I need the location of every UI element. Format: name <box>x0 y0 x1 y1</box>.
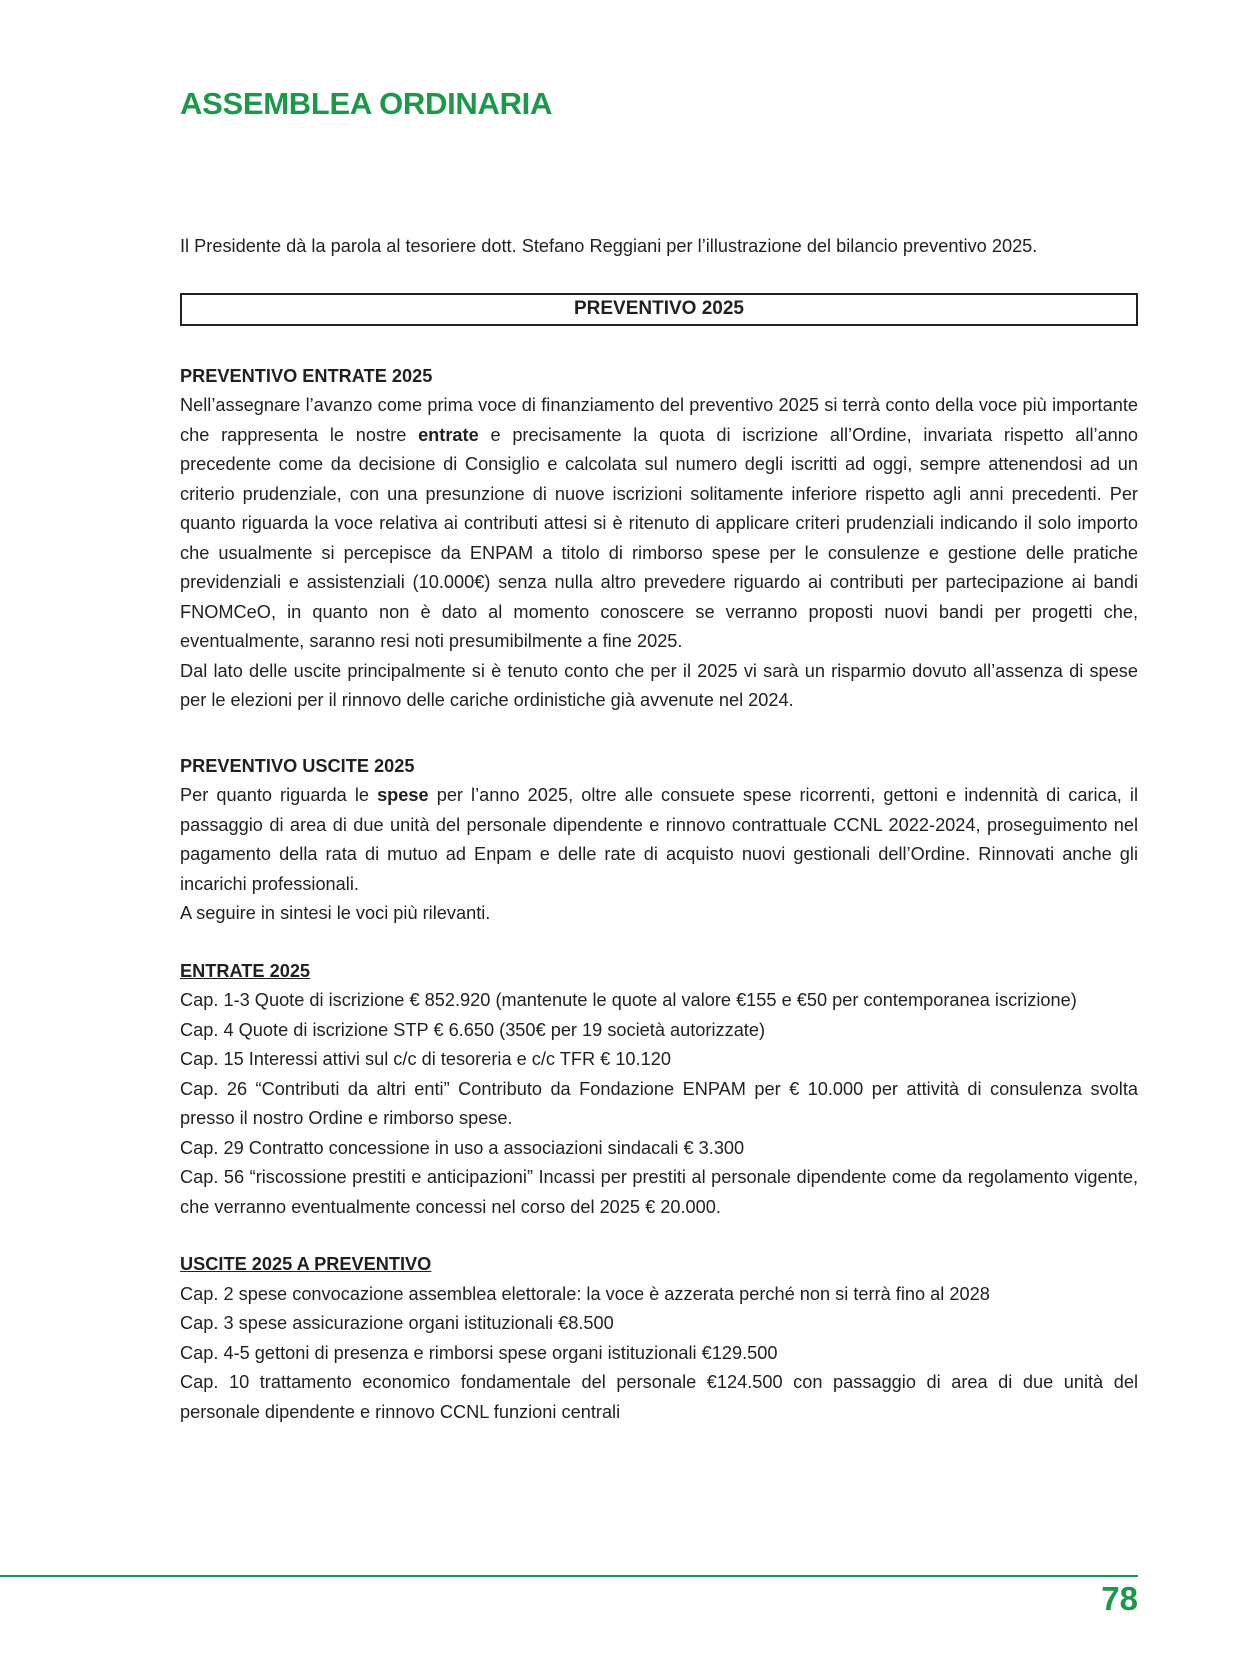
uscite-text-a: Per quanto riguarda le <box>180 785 378 805</box>
list-item: Cap. 26 “Contributi da altri enti” Contributo da Fondazione ENPAM per € 10.000 per attività di consulenza svolta presso il nostro Ordine e rimborso spese. <box>180 1078 1138 1128</box>
list-item: Cap. 2 spese convocazione assemblea elettorale: la voce è azzerata perché non si terrà fino al 2028 <box>180 1283 990 1304</box>
list-item: Cap. 4 Quote di iscrizione STP € 6.650 (350€ per 19 società autorizzate) <box>180 1019 766 1040</box>
uscite-list-heading: USCITE 2025 A PREVENTIVO <box>180 1254 432 1274</box>
entrate-list-section <box>180 957 1138 1223</box>
summary-intro: A seguire in sintesi le voci più rilevanti. <box>180 903 491 923</box>
page-title: ASSEMBLEA ORDINARIA <box>180 86 553 121</box>
uscite-heading: PREVENTIVO USCITE 2025 <box>180 755 415 776</box>
uscite-text-b: per l’anno 2025, oltre alle consuete spese ricorrenti, gettoni e indennità di carica, il passaggio di area di due unità del personale dipendente e rinnovo contrattuale CCNL 2022-2024, proseguimento nel pagamento della rata di mutuo ad Enpam e delle rate di acquisto nuovi gestionali dell’Ordine. Rinnovati anche gli incarichi professionali. <box>180 785 1138 894</box>
entrate-heading: PREVENTIVO ENTRATE 2025 <box>180 365 433 386</box>
uscite-note-paragraph: Dal lato delle uscite principalmente si è tenuto conto che per il 2025 vi sarà un risparmio dovuto all’assenza di spese per le elezioni per il rinnovo delle cariche ordinistiche già avvenute nel 2024. <box>180 660 1138 710</box>
intro-paragraph: Il Presidente dà la parola al tesoriere dott. Stefano Reggiani per l’illustrazione del bilancio preventivo 2025. <box>180 236 1038 256</box>
footer-divider <box>0 1575 1138 1577</box>
list-item: Cap. 15 Interessi attivi sul c/c di tesoreria e c/c TFR € 10.120 <box>180 1049 671 1069</box>
preventivo-box-title: PREVENTIVO 2025 <box>180 293 1138 326</box>
list-item: Cap. 29 Contratto concessione in uso a associazioni sindacali € 3.300 <box>180 1137 745 1158</box>
document-body <box>180 232 1138 1427</box>
uscite-bold-word: spese <box>377 785 429 805</box>
uscite-paragraph <box>180 781 1138 899</box>
page-number: 78 <box>1101 1580 1138 1617</box>
list-item: Cap. 3 spese assicurazione organi istituzionali €8.500 <box>180 1313 614 1333</box>
uscite-section <box>180 752 1138 900</box>
entrate-text-a: Nell’assegnare l’avanzo come prima voce di finanziamento del preventivo 2025 si terrà conto della voce più importante che rappresenta le nostre <box>180 395 1138 445</box>
entrate-list-heading: ENTRATE 2025 <box>180 960 311 981</box>
list-item: Cap. 1-3 Quote di iscrizione € 852.920 (mantenute le quote al valore €155 e €50 per contemporanea iscrizione) <box>180 990 1077 1010</box>
entrate-paragraph <box>180 391 1138 657</box>
list-item: Cap. 56 “riscossione prestiti e anticipazioni” Incassi per prestiti al personale dipendente come da regolamento vigente, che verranno eventualmente concessi nel corso del 2025 € 20.000. <box>180 1167 1138 1217</box>
entrate-text-b: e precisamente la quota di iscrizione all’Ordine, invariata rispetto all’anno precedente come da decisione di Consiglio e calcolata sul numero degli iscritti ad oggi, sempre attenendosi ad un criterio prudenziale, con una presunzione di nuove iscrizioni solitamente inferiore rispetto agli anni precedenti. Per quanto riguarda la voce relativa ai contributi attesi si è ritenuto di applicare criteri prudenziali indicando il solo importo che usualmente si percepisce da ENPAM a titolo di rimborso spese per le consulenze e gestione delle pratiche previdenziali e assistenziali (10.000€) senza nulla altro prevedere riguardo ai contributi per partecipazione ai bandi FNOMCeO, in quanto non è dato al momento conoscere se verranno proposti nuovi bandi per progetti che, eventualmente, saranno resi noti presumibilmente a fine 2025. <box>180 424 1138 651</box>
list-item: Cap. 10 trattamento economico fondamentale del personale €124.500 con passaggio di area di due unità del personale dipendente e rinnovo CCNL funzioni centrali <box>180 1372 1138 1422</box>
entrate-bold-word: entrate <box>418 424 479 445</box>
entrate-section <box>180 362 1138 716</box>
list-item: Cap. 4-5 gettoni di presenza e rimborsi spese organi istituzionali €129.500 <box>180 1342 778 1363</box>
uscite-list-section <box>180 1250 1138 1427</box>
